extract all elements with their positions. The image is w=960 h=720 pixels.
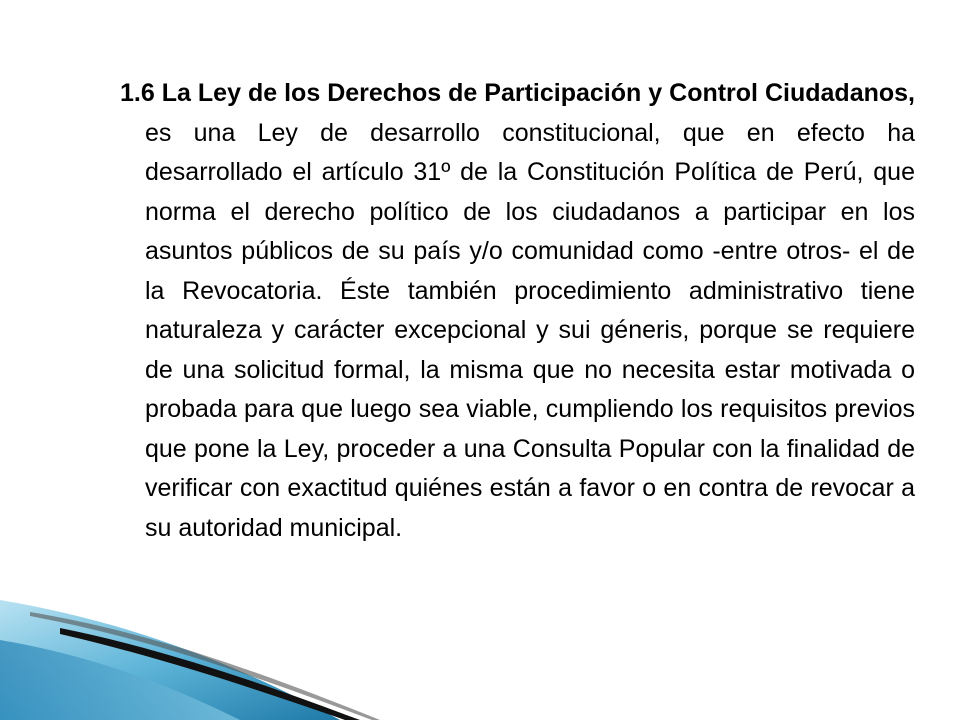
main-paragraph [120, 74, 915, 548]
paragraph-body: es una Ley de desarrollo constitucional, que en efecto ha desarrollado el artículo 31º de la Constitución Política de Perú, que norma el derecho político de los ciudadanos a participar en los asuntos públicos de su país y/o comunidad como -entre otros- el de la Revocatoria. Éste también procedimiento administrativo tiene naturaleza y carácter excepcional y sui géneris, porque se requiere de una solicitud formal, la misma que no necesita estar motivada o probada para que luego sea viable, cumpliendo los requisitos previos que pone la Ley, proceder a una Consulta Popular con la finalidad de verificar con exactitud quiénes están a favor o en contra de revocar a su autoridad municipal. [145, 118, 915, 542]
paragraph-lead: 1.6 La Ley de los Derechos de Participación y Control Ciudadanos, [120, 79, 915, 107]
